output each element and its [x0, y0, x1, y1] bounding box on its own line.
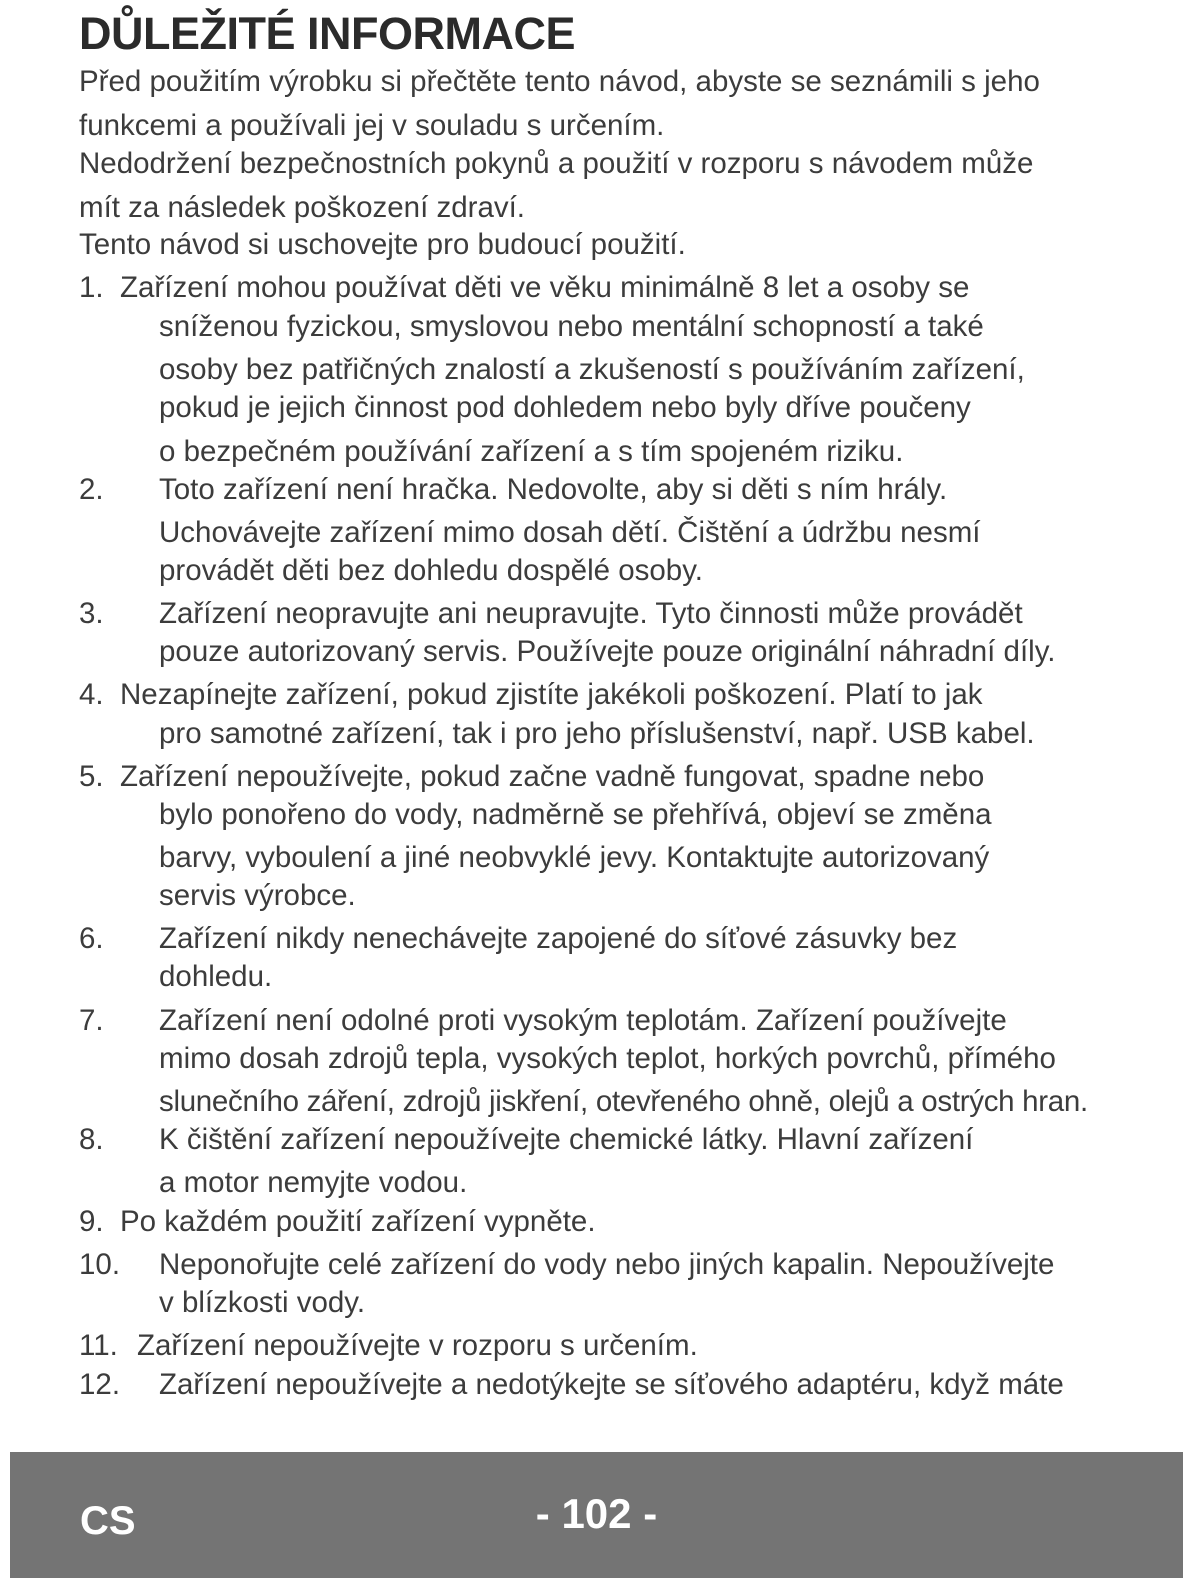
list-item-text: o bezpečném používání zařízení a s tím spojeném riziku.: [159, 435, 904, 468]
intro-line: Tento návod si uschovejte pro budoucí použití.: [79, 228, 686, 261]
list-item-text: a motor nemyjte vodou.: [159, 1166, 468, 1199]
list-item-text: dohledu.: [159, 960, 273, 993]
list-item-text: servis výrobce.: [159, 879, 356, 912]
page-title: DŮLEŽITÉ INFORMACE: [79, 8, 575, 59]
list-item-text: Neponořujte celé zařízení do vody nebo jiných kapalin. Nepoužívejte: [159, 1248, 1055, 1281]
list-item-text: slunečního záření, zdrojů jiskření, otevřeného ohně, olejů a ostrých hran.: [159, 1085, 1088, 1118]
list-item-number: 4.: [79, 678, 104, 711]
list-item-text: Po každém použití zařízení vypněte.: [120, 1205, 596, 1238]
list-item-text: pokud je jejich činnost pod dohledem nebo byly dříve poučeny: [159, 391, 971, 424]
list-item-text: mimo dosah zdrojů tepla, vysokých teplot, horkých povrchů, přímého: [159, 1042, 1056, 1075]
list-item-text: bylo ponořeno do vody, nadměrně se přehřívá, objeví se změna: [159, 798, 992, 831]
list-item-text: Zařízení nepoužívejte, pokud začne vadně fungovat, spadne nebo: [120, 760, 985, 793]
list-item-text: provádět děti bez dohledu dospělé osoby.: [159, 554, 703, 587]
list-item-text: Toto zařízení není hračka. Nedovolte, aby si děti s ním hrály.: [159, 473, 948, 506]
list-item-number: 1.: [79, 271, 104, 304]
list-item-text: Uchovávejte zařízení mimo dosah dětí. Čištění a údržbu nesmí: [159, 516, 981, 549]
list-item-text: Zařízení není odolné proti vysokým teplotám. Zařízení používejte: [159, 1004, 1007, 1037]
list-item-text: Zařízení mohou používat děti ve věku minimálně 8 let a osoby se: [120, 271, 970, 304]
list-item-text: Zařízení neopravujte ani neupravujte. Tyto činnosti může provádět: [159, 597, 1023, 630]
intro-line: Nedodržení bezpečnostních pokynů a použití v rozporu s návodem může: [79, 147, 1034, 180]
intro-line: funkcemi a používali jej v souladu s určením.: [79, 109, 665, 142]
list-item-number: 3.: [79, 597, 104, 630]
page-footer: [10, 1452, 1183, 1578]
list-item-text: Zařízení nepoužívejte v rozporu s určením.: [137, 1329, 698, 1362]
list-item-number: 12.: [79, 1368, 121, 1401]
list-item-text: Nezapínejte zařízení, pokud zjistíte jakékoli poškození. Platí to jak: [120, 678, 983, 711]
list-item-text: osoby bez patřičných znalostí a zkušeností s používáním zařízení,: [159, 353, 1025, 386]
list-item-text: sníženou fyzickou, smyslovou nebo mentální schopností a také: [159, 310, 984, 343]
list-item-text: Zařízení nikdy nenechávejte zapojené do síťové zásuvky bez: [159, 922, 958, 955]
list-item-text: pro samotné zařízení, tak i pro jeho příslušenství, např. USB kabel.: [159, 717, 1035, 750]
list-item-number: 9.: [79, 1205, 104, 1238]
list-item-text: Zařízení nepoužívejte a nedotýkejte se síťového adaptéru, když máte: [159, 1368, 1064, 1401]
list-item-number: 5.: [79, 760, 104, 793]
intro-line: mít za následek poškození zdraví.: [79, 191, 526, 224]
list-item-number: 11.: [79, 1329, 118, 1362]
list-item-number: 6.: [79, 922, 104, 955]
list-item-number: 10.: [79, 1248, 121, 1281]
list-item-number: 8.: [79, 1123, 104, 1156]
list-item-text: K čištění zařízení nepoužívejte chemické látky. Hlavní zařízení: [159, 1123, 974, 1156]
intro-line: Před použitím výrobku si přečtěte tento návod, abyste se seznámili s jeho: [79, 65, 1040, 98]
list-item-text: pouze autorizovaný servis. Používejte pouze originální náhradní díly.: [159, 635, 1056, 668]
list-item-number: 7.: [79, 1004, 104, 1037]
language-code: CS: [80, 1499, 136, 1543]
list-item-number: 2.: [79, 473, 104, 506]
list-item-text: barvy, vyboulení a jiné neobvyklé jevy. Kontaktujte autorizovaný: [159, 841, 990, 874]
list-item-text: v blízkosti vody.: [159, 1286, 366, 1319]
page-number: - 102 -: [535, 1490, 658, 1537]
